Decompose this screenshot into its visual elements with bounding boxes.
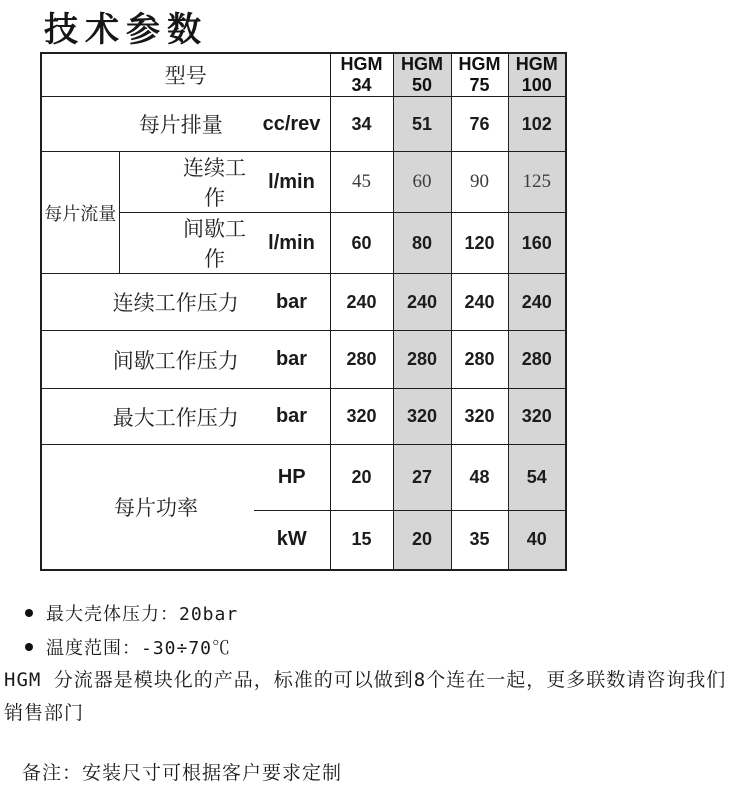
value-cell: 60 [330, 213, 393, 274]
col-header-hgm-50 [393, 53, 451, 97]
value-cell: 240 [508, 274, 566, 331]
model-brand: HGM [458, 54, 501, 74]
model-brand: HGM [401, 54, 443, 74]
flow-intermittent-label: 间歇工作 [183, 218, 246, 271]
pressure-intermittent-row [41, 331, 566, 389]
flow-continuous-label: 连续工作 [183, 157, 246, 210]
value-cell: 40 [508, 511, 566, 570]
value-cell: 20 [393, 511, 451, 570]
value-cell: 120 [451, 213, 508, 274]
pressure-intermittent-label-cell [41, 331, 330, 389]
power-group-label-cell [41, 445, 254, 570]
value-cell: 320 [451, 389, 508, 445]
flow-intermittent-row [41, 213, 566, 274]
bullet-item-temperature-range [25, 634, 231, 660]
model-size: 100 [521, 75, 552, 95]
power-kw-unit-cell: kW [254, 511, 330, 570]
pressure-continuous-unit: bar [275, 290, 308, 313]
pressure-max-row [41, 389, 566, 445]
value-cell: 240 [393, 274, 451, 331]
bullet-icon [25, 643, 33, 651]
flow-continuous-unit: l/min [268, 170, 315, 193]
pressure-max-label: 最大工作压力 [112, 406, 239, 430]
power-hp-unit-cell: HP [254, 445, 330, 511]
pressure-continuous-row [41, 274, 566, 331]
model-header-cell: 型号 [41, 53, 330, 97]
value-cell: 34 [330, 97, 393, 152]
model-brand: HGM [515, 54, 558, 74]
value-cell: 80 [393, 213, 451, 274]
value-cell: 280 [330, 331, 393, 389]
value-cell: 102 [508, 97, 566, 152]
displacement-unit: cc/rev [262, 112, 321, 135]
value-cell: 160 [508, 213, 566, 274]
value-cell: 90 [451, 152, 508, 213]
modular-description-line2: 销售部门 [4, 702, 85, 724]
pressure-max-unit: bar [275, 405, 308, 427]
pressure-intermittent-label: 间歇工作压力 [112, 349, 239, 373]
displacement-row [41, 97, 566, 152]
bullet-text: 温度范围：-30÷70℃ [46, 638, 232, 659]
model-size: 50 [411, 75, 433, 95]
pressure-continuous-label: 连续工作压力 [112, 292, 239, 315]
bullet-text: 最大壳体压力：20bar [46, 604, 239, 625]
value-cell: 280 [451, 331, 508, 389]
value-cell: 240 [451, 274, 508, 331]
model-brand: HGM [340, 54, 383, 74]
value-cell: 320 [508, 389, 566, 445]
value-cell: 15 [330, 511, 393, 570]
value-cell: 240 [330, 274, 393, 331]
header-row [41, 53, 566, 97]
pressure-intermittent-unit: bar [275, 348, 308, 370]
flow-continuous-label-cell [119, 152, 330, 213]
displacement-label: 每片排量 [138, 114, 223, 137]
value-cell: 280 [508, 331, 566, 389]
value-cell: 280 [393, 331, 451, 389]
model-size: 34 [351, 75, 372, 95]
flow-continuous-row [41, 152, 566, 213]
value-cell: 45 [330, 152, 393, 213]
value-cell: 320 [393, 389, 451, 445]
value-cell: 54 [508, 445, 566, 511]
col-header-hgm-75 [451, 53, 508, 97]
bullet-icon [25, 609, 33, 617]
notes-section [0, 592, 742, 809]
value-cell: 51 [393, 97, 451, 152]
col-header-hgm-100 [508, 53, 566, 97]
value-cell: 48 [451, 445, 508, 511]
value-cell: 27 [393, 445, 451, 511]
spec-table [40, 52, 567, 571]
value-cell: 76 [451, 97, 508, 152]
value-cell: 320 [330, 389, 393, 445]
page-title: 技术参数 [44, 11, 208, 49]
power-hp-row [41, 445, 566, 511]
value-cell: 125 [508, 152, 566, 213]
flow-intermittent-label-cell [119, 213, 330, 274]
power-group-label: 每片功率 [114, 496, 198, 520]
modular-description-line1: HGM 分流器是模块化的产品，标准的可以做到8个连在一起，更多联数请咨询我们 [4, 669, 727, 691]
value-cell: 60 [393, 152, 451, 213]
value-cell: 20 [330, 445, 393, 511]
value-cell: 35 [451, 511, 508, 570]
pressure-continuous-label-cell [41, 274, 330, 331]
flow-group-label-cell: 每片流量 [41, 152, 119, 274]
bullet-item-shell-pressure [25, 600, 238, 626]
remark-text: 备注：安装尺寸可根据客户要求定制 [22, 762, 343, 784]
displacement-label-cell [41, 97, 330, 152]
model-size: 75 [469, 75, 490, 95]
col-header-hgm-34 [330, 53, 393, 97]
flow-intermittent-unit: l/min [268, 231, 315, 254]
pressure-max-label-cell [41, 389, 330, 445]
